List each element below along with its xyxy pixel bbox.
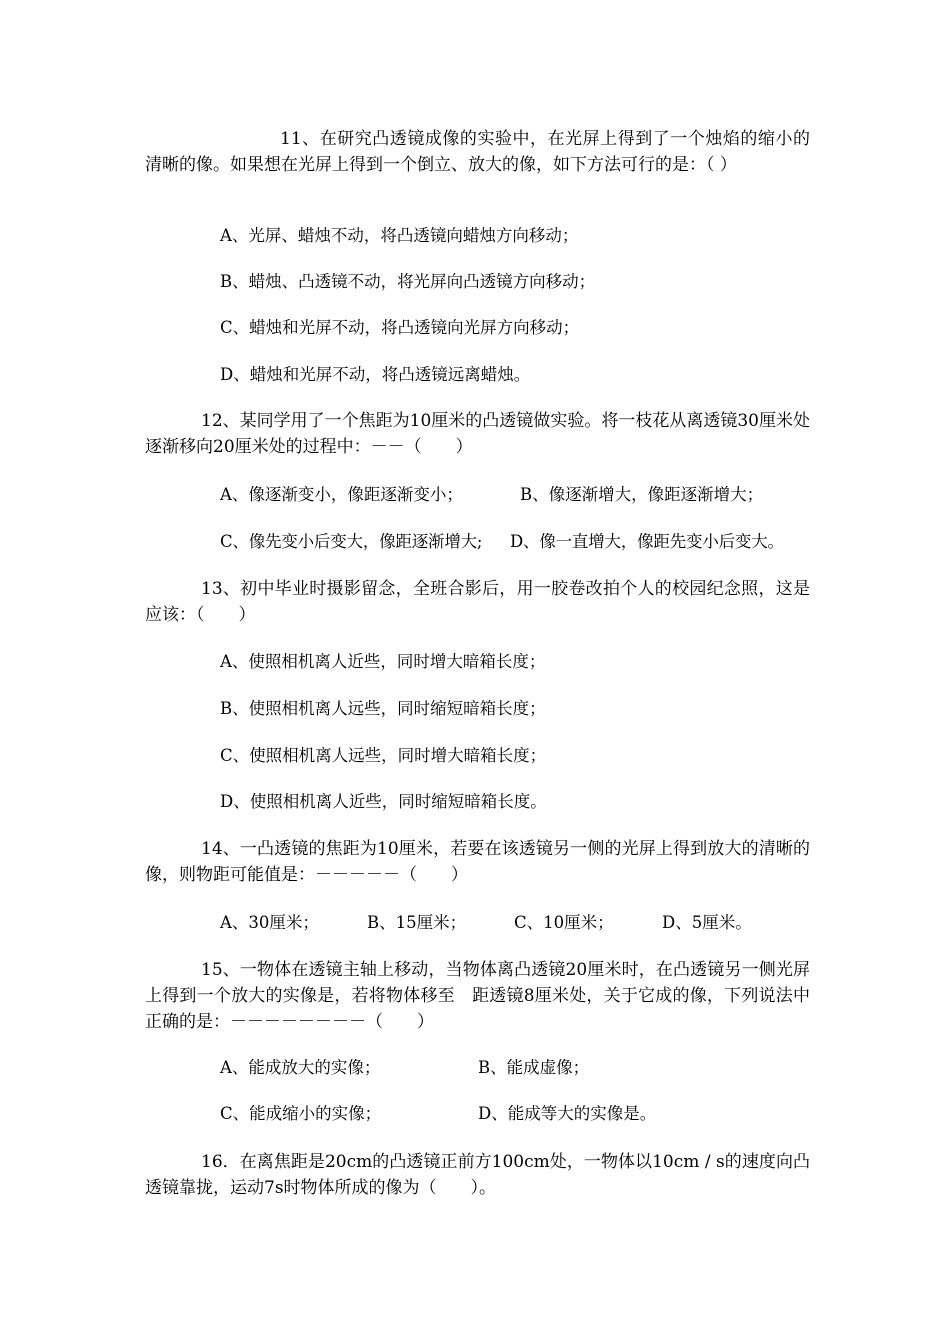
question-11-option-a: A、光屏、蜡烛不动，将凸透镜向蜡烛方向移动； [220, 226, 579, 245]
question-13-option-d: D、使照相机离人近些，同时缩短暗箱长度。 [220, 792, 547, 811]
question-13-option-a: A、使照相机离人近些，同时增大暗箱长度； [220, 652, 546, 671]
question-11-option-c: C、蜡烛和光屏不动，将凸透镜向光屏方向移动； [220, 318, 580, 337]
question-16-stem: 16．在离焦距是20cm的凸透镜正前方100cm处，一物体以10cm / s的速度向凸透镜靠拢，运动7s时物体所成的像为（ ）。 [145, 1152, 810, 1198]
question-12-stem: 12、某同学用了一个焦距为10厘米的凸透镜做实验。将一枝花从离透镜30厘米处逐渐移向20厘米处的过程中：－－（ ） [145, 411, 810, 457]
question-15-option-a: A、能成放大的实像； [220, 1058, 381, 1077]
question-13-option-c: C、使照相机离人远些，同时增大暗箱长度； [220, 746, 547, 765]
question-15-option-b: B、能成虚像； [478, 1058, 590, 1077]
question-13-option-b: B、使照相机离人远些，同时缩短暗箱长度； [220, 699, 546, 718]
question-11-option-b: B、蜡烛、凸透镜不动，将光屏向凸透镜方向移动； [220, 272, 596, 291]
question-14-option-c: C、10厘米； [514, 913, 614, 932]
question-14-option-a: A、30厘米； [220, 913, 319, 932]
question-14-stem: 14、一凸透镜的焦距为10厘米，若要在该透镜另一侧的光屏上得到放大的清晰的像，则物距可能值是：－－－－－（ ） [145, 839, 810, 885]
question-12-option-d: D、像一直增大，像距先变小后变大。 [510, 532, 784, 551]
question-12-option-b: B、像逐渐增大，像距逐渐增大； [520, 485, 764, 504]
question-11-option-d: D、蜡烛和光屏不动，将凸透镜远离蜡烛。 [220, 365, 531, 384]
question-15-stem: 15、一物体在透镜主轴上移动，当物体离凸透镜20厘米时，在凸透镜另一侧光屏上得到一个放大的实像是，若将物体移至 距透镜8厘米处，关于它成的像，下列说法中正确的是：－－－－－－－－（ ） [145, 960, 810, 1032]
question-12-option-a: A、像逐渐变小，像距逐渐变小； [220, 485, 463, 504]
question-11-stem: 11、在研究凸透镜成像的实验中，在光屏上得到了一个烛焰的缩小的清晰的像。如果想在光屏上得到一个倒立、放大的像，如下方法可行的是：（ ） [145, 129, 810, 175]
question-15-option-c: C、能成缩小的实像； [220, 1104, 382, 1123]
question-14-option-d: D、5厘米。 [662, 913, 752, 932]
question-12-option-c: C、像先变小后变大，像距逐渐增大; [220, 532, 483, 551]
question-14-option-b: B、15厘米； [367, 913, 467, 932]
question-15-option-d: D、能成等大的实像是。 [478, 1104, 657, 1123]
question-13-stem: 13、初中毕业时摄影留念，全班合影后，用一胶卷改拍个人的校园纪念照，这是应该：（ ） [145, 579, 810, 625]
